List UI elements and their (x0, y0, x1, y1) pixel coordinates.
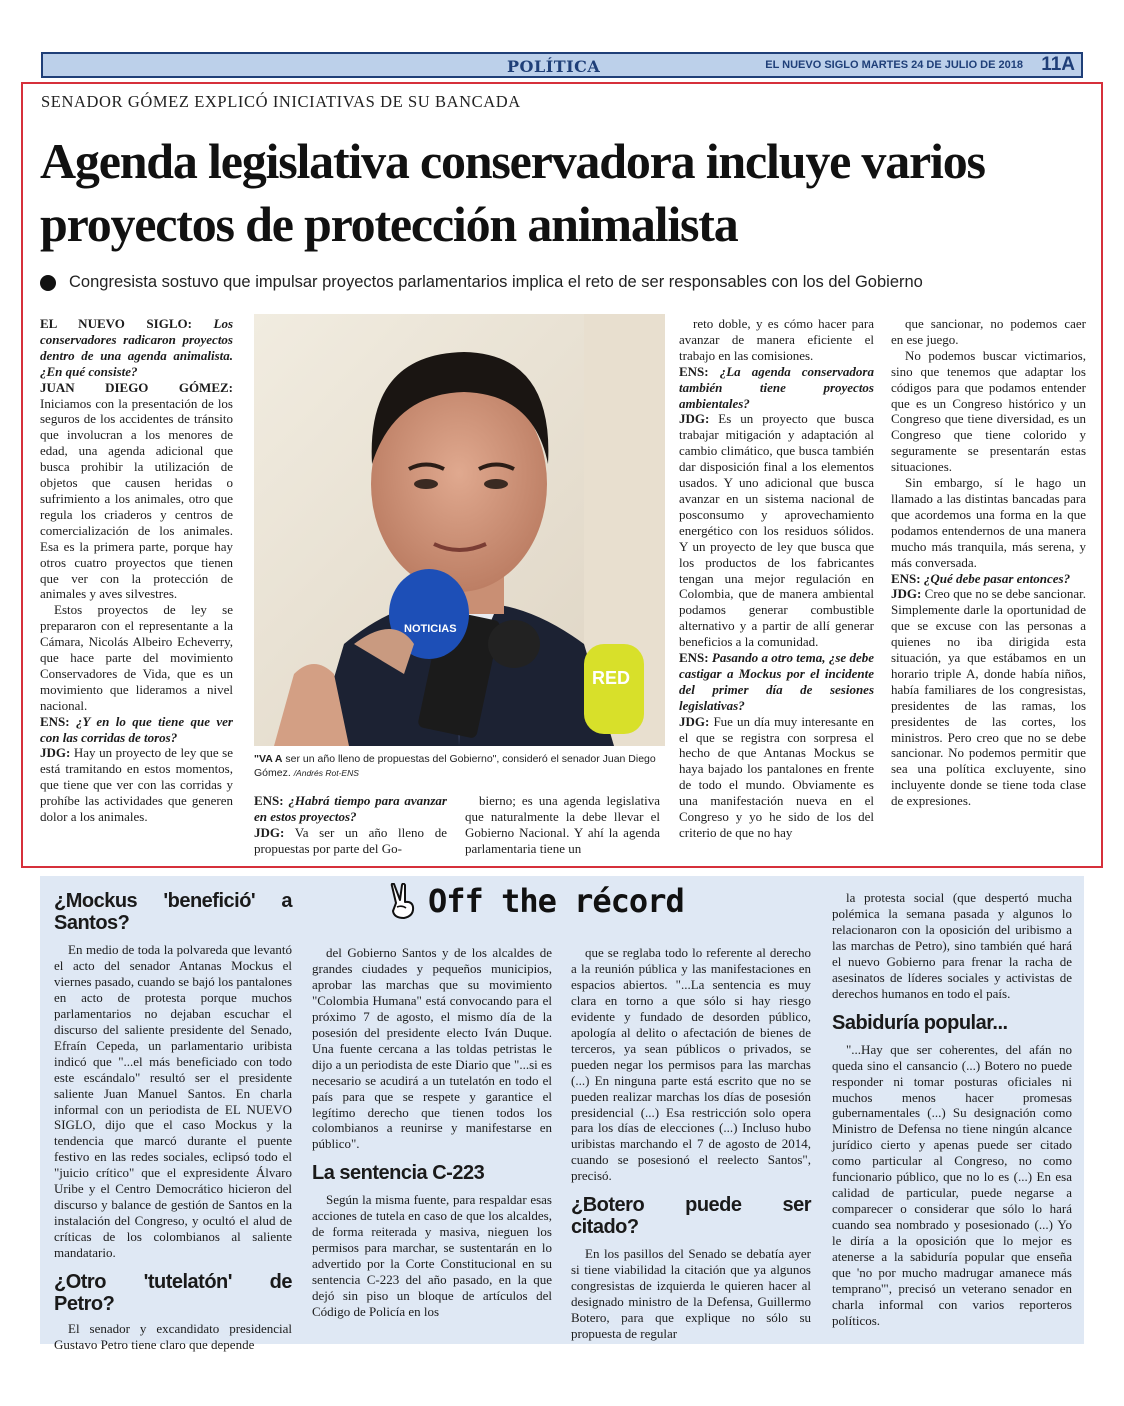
question-text: Los conservadores radicaron proyectos dentro de una agenda animalista. ¿En qué consiste? (40, 316, 234, 379)
question-text: ¿Qué debe pasar entonces? (920, 570, 1071, 586)
body-paragraph: Sin embargo, sí le hago un llamado a las distintas bancadas para que acordemos una forma en la que podamos entendernos de una manera mucho más tranquila, más serena, y más conversada. (891, 475, 1086, 570)
page-number: 11A (1041, 54, 1075, 75)
question-text: ¿Y en lo que tiene que ver con las corridas de toros? (40, 713, 233, 745)
interview-answer (40, 380, 233, 603)
question-text: ¿Habrá tiempo para avanzar en estos proyectos? (254, 793, 447, 824)
section-masthead (41, 52, 1083, 78)
speaker-label: EL NUEVO SIGLO: (40, 316, 192, 331)
interview-question (40, 714, 233, 746)
brief-paragraph: del Gobierno Santos y de los alcaldes de grandes ciudades y pequeños municipios, aprobar las marchas que su movimiento "Colombia Humana" está convocando para el próximo 7 de agosto, el mismo día de la posesión del presidente electo Iván Duque. Una fuente cercana a las toldas petristas le dijo a un periodista de este Diario que "...si es necesario se acudirá a un tutelatón en todo el país para que se respete y garantice el legítimo derecho que tienen todos los colombianos a reunirse y manifestarse en público". (312, 945, 552, 1152)
brief-paragraph: Según la misma fuente, para respaldar esas acciones de tutela en caso de que los alcaldes, de forma reiterada y masiva, nieguen los permisos para marchar, se sustentarán en lo advertido por la Corte Constitucional en su sentencia C-223 del año pasado, en la que dejó sin piso un bloque de artículos del Código de Policía en los (312, 1192, 552, 1320)
off-record-column-2 (312, 945, 552, 1320)
brief-heading: ¿Botero puede ser citado? (571, 1194, 811, 1239)
senator-photo-illustration (254, 314, 665, 746)
off-the-record-title: Off the récord (388, 882, 684, 920)
photo-caption: "VA A ser un año lleno de propuestas del Gobierno", consideró el senador Juan Diego Gómez. /Andrés Rot-ENS (254, 753, 656, 779)
body-paragraph: Estos proyectos de ley se prepararon con el representante a la Cámara, Nicolás Albeiro Echeverry, que hace parte del movimiento Conservadores de Vida, que es un movimiento que lideramos a nivel nacional. (40, 602, 233, 713)
mic-label-1: NOTICIAS (404, 623, 457, 635)
interview-answer (891, 586, 1086, 809)
brief-paragraph: El senador y excandidato presidencial Gustavo Petro tiene claro que depende (54, 1321, 292, 1353)
answer-text: Es un proyecto que busca trabajar mitigación y adaptación al cambio climático, que busca también dar disposición final a los elementos usados. Y uno adicional que busca avanzar en un sistema nacional de posconsumo y aprovechamiento energético con los residuos sólidos. Y un proyecto de ley que busca que los productos de los fabricantes tengan una mejor regulación en Colombia, que de manera ambiental podamos generar combustible alternativo y a partir de allí generar beneficios a la comunidad. (679, 411, 874, 650)
body-paragraph: No podemos buscar victimarios, sino que tenemos que adaptar los códigos para que podamos entender que es un Congreso histórico y un Congreso que tiene diversidad, es un Congreso que tiene colorido y seguramente se presentarán estas situaciones. (891, 347, 1086, 475)
speaker-label: ENS: (254, 793, 284, 808)
speaker-label: JDG: (679, 411, 710, 427)
article-column-4 (679, 316, 874, 841)
speaker-label: JDG: (679, 713, 710, 729)
brief-heading: La sentencia C-223 (312, 1162, 485, 1185)
mic-label-2: RED (592, 668, 631, 688)
bullet-icon (40, 275, 56, 291)
interview-answer (40, 745, 233, 825)
subhead-text: Congresista sostuvo que impulsar proyectos parlamentarios implica el reto de ser responsables con los del Gobierno (69, 273, 923, 291)
interview-answer (679, 411, 874, 650)
brief-paragraph: En medio de toda la polvareda que levantó el acto del senador Antanas Mockus el viernes pasado, cuando se bajó los pantalones en acto de protesta porque muchos parlamentarios no dejaban escuchar el discurso del saliente presidente del Senado, Efraín Cepeda, un parlamentario uribista indicó que "...el más beneficiado con todo este escándalo" resultó ser el presidente saliente Juan Manuel Santos. En charla informal con un periodista de EL NUEVO SIGLO, dijo que el caso Mockus y la tendencia que marcó durante el puente festivo en las redes sociales, eclipsó todo el "juicio crítico" que el expresidente Álvaro Uribe y el Centro Democrático hicieron del discurso y balance de gestión de Santos en la instalación del Congreso, y ocultó el alud de críticas de los colombianos al saliente mandatario. (54, 942, 292, 1261)
interview-question (254, 793, 447, 825)
article-headline: Agenda legislativa conservadora incluye varios proyectos de protección animalista (40, 133, 985, 252)
speaker-label: ENS: (891, 570, 921, 586)
photo-credit: /Andrés Rot-ENS (293, 768, 359, 778)
interview-question (679, 364, 874, 412)
off-record-column-1 (54, 890, 292, 1353)
brief-heading: ¿Mockus 'benefició' a Santos? (54, 890, 292, 934)
speaker-label: ENS: (679, 650, 709, 666)
interview-answer (679, 714, 874, 841)
answer-text: Creo que no se debe sancionar. Simplemente darle la oportunidad de que se excuse con las personas a quienes no iba dirigida esta situación, ya que estábamos en un horario triple A, donde había niños, había familiares de los congresistas, presidentes de las ramas, los presidentes de las cortes, los ministros. Pero creo que no se debe sancionar. No podemos permitir que sea una política excluyente, sino incluyente donde se tiene toda clase de expresiones. (891, 586, 1086, 809)
question-text: Pasando a otro tema, ¿se debe castigar a Mockus por el incidente del primer día de sesiones legislativas? (679, 650, 874, 713)
speaker-label: ENS: (679, 363, 709, 379)
brief-paragraph: "...Hay que ser coherentes, del afán no queda sino el cansancio (...) Botero no puede responder ni tomar posturas oficiales ni muchos menos hacer promesas gubernamentales (...) Su designación como Ministro de Defensa no tiene ningún alcance jurídico cierto y apenas puede ser citado como particular al Congreso, no como funcionario público, que no lo es (...) En esa calidad de particular, puede negarse a comparecer o considerar que sólo lo hará cuando sea nombrado y posesionado (...) Yo le diría a la oposición que lo mejor es atenerse a la sabiduría popular que enseña que 'no por mucho madrugar amanece más temprano'", precisó un veterano senador en charla informal con varios reporteros políticos. (832, 1041, 1072, 1328)
article-column-1 (40, 316, 233, 825)
speaker-label: JUAN DIEGO GÓMEZ: (40, 379, 233, 395)
off-record-column-4 (832, 890, 1072, 1329)
senator-photo (254, 314, 665, 746)
section-label: POLÍTICA (507, 57, 601, 76)
interview-question (891, 571, 1086, 587)
article-kicker: SENADOR GÓMEZ EXPLICÓ INICIATIVAS DE SU BANCADA (41, 92, 521, 111)
answer-text: Iniciamos con la presentación de los seguros de los accidentes de tránsito que involucran a los menores de edad, una agenda adicional que busca prohibir la utilización de objetos que causen heridas o sufrimiento a los animales, otro que regula los criaderos y centros de comercialización de los animales. Esa es la primera parte, porque hay otros cuatro proyectos que tienen que ver con la protección de animales y aves silvestres. (40, 395, 233, 602)
interview-question (40, 316, 233, 380)
article-subhead (40, 273, 1100, 292)
speaker-label: ENS: (40, 713, 70, 729)
article-column-2 (254, 793, 447, 857)
answer-text: Hay un proyecto de ley que se está tramitando en estos momentos, que tiene que ver con las corridas y prohíbe las actividades que generen dolor a los animales. (40, 745, 233, 825)
body-paragraph: reto doble, y es cómo hacer para avanzar de manera eficiente el trabajo en las comisiones. (679, 316, 874, 363)
brief-paragraph: En los pasillos del Senado se debatía ayer si tiene viabilidad la citación que ya algunos congresistas de izquierda le quieren hacer al designado ministro de la Defensa, Guillermo Botero, para que explique no sólo su propuesta de regular (571, 1246, 811, 1342)
answer-text: Fue un día muy interesante en el que se registra con sorpresa el hecho de que Antanas Mockus se haya bajado los pantalones en frente de todo el mundo. Obviamente es una manifestación nueva en el Congreso y yo he sido de los del criterio de que no hay (679, 713, 874, 840)
body-paragraph: que sancionar, no podemos caer en ese juego. (891, 316, 1086, 347)
article-column-5 (891, 316, 1086, 809)
article-column-3 (465, 793, 660, 857)
interview-question (679, 650, 874, 714)
speaker-label: JDG: (254, 824, 285, 840)
answer-text: Va ser un año lleno de propuestas por parte del Go- (254, 824, 447, 856)
body-paragraph: bierno; es una agenda legislativa que naturalmente la debe llevar el Gobierno Nacional. Y ahí la agenda parlamentaria tiene un (465, 793, 660, 856)
speaker-label: JDG: (891, 586, 922, 602)
speaker-label: JDG: (40, 745, 71, 761)
off-record-column-3 (571, 945, 811, 1342)
victory-hand-icon (388, 883, 418, 919)
interview-answer (254, 825, 447, 857)
brief-heading: ¿Otro 'tutelatón' de Petro? (54, 1271, 292, 1316)
brief-paragraph: que se reglaba todo lo referente al derecho a la reunión pública y las manifestaciones en espacios abiertos. "...La sentencia es muy clara en torno a que sólo si hay riesgo evidente y fundado de desorden público, apología al delito o afectación de bienes de terceros, ya sean públicos o privados, se pueden negar los permisos para las marchas (...) En ninguna parte está escrito que no se pueden realizar marchas los días de posesión presidencial (...) Esa restricción solo opera para los días de elecciones (...) Incluso hubo uribistas marchando el 7 de agosto de 2014, cuando se posesionó el reelecto Santos", precisó. (571, 945, 811, 1184)
question-text: ¿La agenda conservadora también tiene proyectos ambientales? (679, 363, 874, 411)
brief-heading: Sabiduría popular... (832, 1011, 1008, 1034)
brief-paragraph: la protesta social (que despertó mucha polémica la semana pasada y algunos lo relacionaron con la oposición del uribismo a las marchas de Petro), sino también qué hará el nuevo Gobierno para frenar la racha de asesinatos de líderes sociales y activistas de derechos humanos en todo el país. (832, 890, 1072, 1001)
issue-date-line: EL NUEVO SIGLO MARTES 24 DE JULIO DE 2018 (765, 59, 1023, 71)
